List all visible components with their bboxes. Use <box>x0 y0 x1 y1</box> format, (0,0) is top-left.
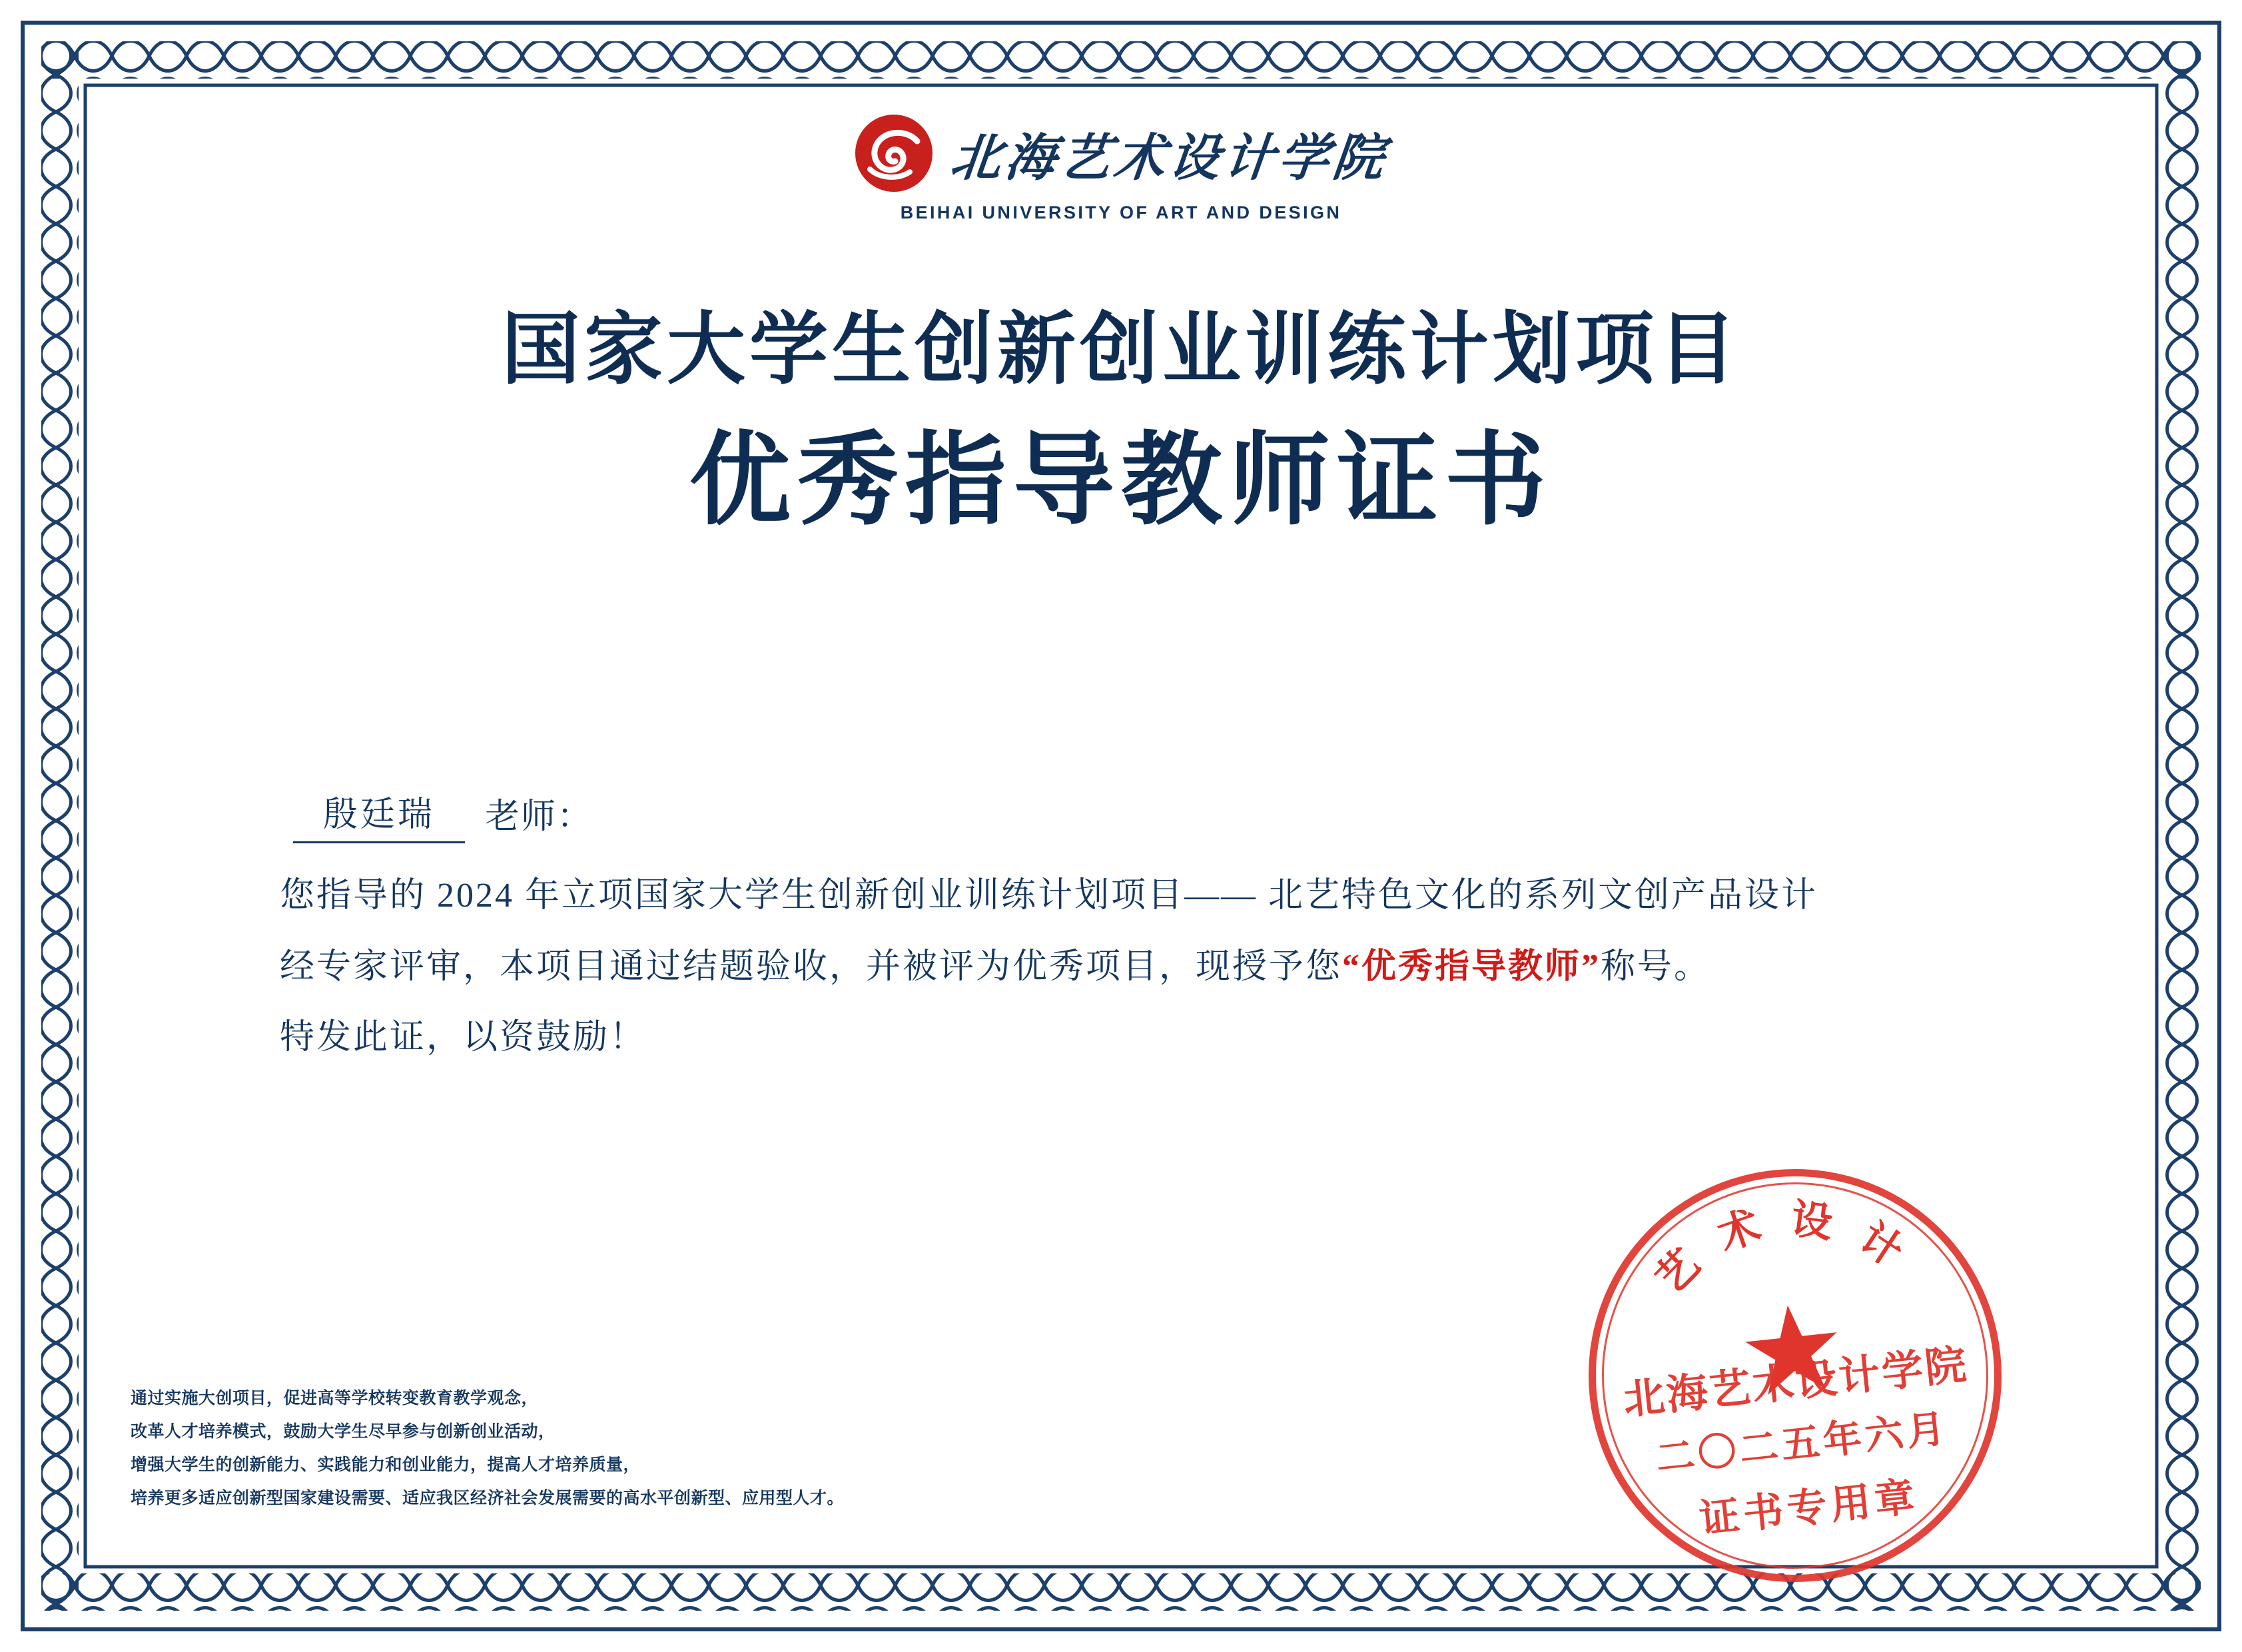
body-line-2-post: 称号。 <box>1601 947 1711 986</box>
award-title-highlight: “优秀指导教师” <box>1342 947 1601 986</box>
footnote-line-1: 通过实施大创项目，促进高等学校转变教育教学观念， <box>131 1390 539 1408</box>
footnote-block <box>131 1382 1063 1515</box>
institution-name-cn: 北海艺术设计学院 <box>947 130 1391 187</box>
seal-date: 二〇二五年六月 <box>1654 1406 1951 1481</box>
spiral-wave-logo-icon <box>854 113 934 193</box>
footnote-line-2: 改革人才培养模式，鼓励大学生尽早参与创新创业活动， <box>131 1423 556 1441</box>
certificate-body <box>266 786 1998 1074</box>
body-line-3: 特发此证，以资鼓励！ <box>280 1019 647 1057</box>
body-line-1: 您指导的 2024 年立项国家大学生创新创业训练计划项目—— 北艺特色文化的系列文创产品设计 <box>280 877 1818 915</box>
seal-type: 证书专用章 <box>1697 1474 1921 1541</box>
seal-organization: 北海艺术设计学院 <box>1621 1342 1971 1424</box>
salutation-suffix: 老师： <box>485 798 593 836</box>
body-line-2-pre: 经专家评审，本项目通过结题验收，并被评为优秀项目，现授予您 <box>280 947 1343 986</box>
official-seal <box>1568 1148 2022 1602</box>
salutation-row <box>293 786 1998 843</box>
svg-text:艺 术 设 计 <box>1642 1184 1921 1306</box>
institution-name-en: BEIHAI UNIVERSITY OF ART AND DESIGN <box>900 203 1342 222</box>
footnote-line-4: 培养更多适应创新型国家建设需要、适应我区经济社会发展需要的高水平创新型、应用型人才。 <box>131 1489 845 1507</box>
recipient-name: 殷廷瑞 <box>293 786 465 843</box>
institution-logo-block <box>0 113 2242 223</box>
certificate-title-sub: 优秀指导教师证书 <box>689 425 1553 538</box>
seal-arc-label: 艺 术 设 计 <box>1647 1196 1918 1302</box>
certificate-title-block <box>0 300 2242 544</box>
footnote-line-3: 增强大学生的创新能力、实践能力和创业能力，提高人才培养质量， <box>131 1456 641 1474</box>
certificate-title-main: 国家大学生创新创业训练计划项目 <box>501 306 1740 394</box>
certificate-paragraph <box>266 861 1998 1074</box>
body-line-2 <box>266 932 1998 1003</box>
